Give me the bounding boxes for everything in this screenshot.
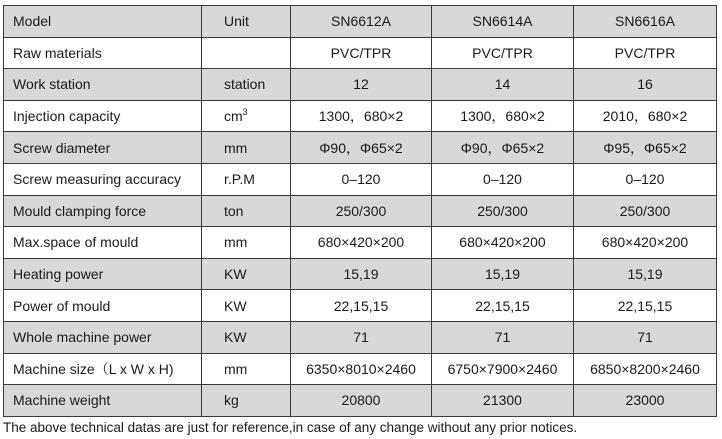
cell-model-2: Φ90，Φ65×2 xyxy=(432,132,574,164)
cell-model-3: 71 xyxy=(574,321,717,353)
row-label: Machine weight xyxy=(4,385,202,417)
row-unit xyxy=(202,290,291,322)
cell-model-1: 20800 xyxy=(291,385,432,417)
unit-text: station xyxy=(224,76,266,93)
row-label: Power of mould xyxy=(4,290,202,322)
unit-text: mm xyxy=(224,360,248,377)
row-unit xyxy=(202,69,291,101)
row-unit xyxy=(202,321,291,353)
cell-model-2: 1300，680×2 xyxy=(432,100,574,132)
cell-model-1: 680×420×200 xyxy=(291,227,432,259)
cell-model-1: 12 xyxy=(291,69,432,101)
cell-model-1: Φ90，Φ65×2 xyxy=(291,132,432,164)
unit-text: kg xyxy=(224,392,239,409)
cell-model-3: 2010，680×2 xyxy=(574,100,717,132)
cell-model-1: 250/300 xyxy=(291,195,432,227)
row-label: Mould clamping force xyxy=(4,195,202,227)
header-model-3: SN6616A xyxy=(574,6,717,38)
row-label: Machine size（L x W x H) xyxy=(4,353,202,385)
row-unit xyxy=(202,37,291,69)
table-row xyxy=(4,290,717,322)
header-model-2: SN6614A xyxy=(432,6,574,38)
cell-model-1: 6350×8010×2460 xyxy=(291,353,432,385)
table-row xyxy=(4,385,717,417)
cell-model-3: 250/300 xyxy=(574,195,717,227)
row-unit xyxy=(202,163,291,195)
unit-text: mm xyxy=(224,139,248,156)
table-row xyxy=(4,353,717,385)
spec-table xyxy=(3,5,717,417)
unit-text: KW xyxy=(224,297,247,314)
cell-model-2: 22,15,15 xyxy=(432,290,574,322)
table-row xyxy=(4,37,717,69)
row-unit xyxy=(202,132,291,164)
unit-text: r.P.M xyxy=(224,171,255,188)
table-row xyxy=(4,195,717,227)
table-header-row xyxy=(4,6,717,38)
cell-model-2: 14 xyxy=(432,69,574,101)
cell-model-2: 6750×7900×2460 xyxy=(432,353,574,385)
footnote: The above technical datas are just for reference,in case of any change without any prior notices. xyxy=(3,420,578,435)
row-unit xyxy=(202,385,291,417)
row-label: Heating power xyxy=(4,258,202,290)
row-label: Work station xyxy=(4,69,202,101)
cell-model-2: 71 xyxy=(432,321,574,353)
row-unit xyxy=(202,195,291,227)
header-model-label: Model xyxy=(4,6,202,38)
cell-model-3: 16 xyxy=(574,69,717,101)
table-row xyxy=(4,100,717,132)
row-unit xyxy=(202,353,291,385)
cell-model-2: 15,19 xyxy=(432,258,574,290)
header-unit-label: Unit xyxy=(202,6,291,38)
cell-model-1: 1300，680×2 xyxy=(291,100,432,132)
cell-model-1: 71 xyxy=(291,321,432,353)
row-label: Whole machine power xyxy=(4,321,202,353)
row-label: Injection capacity xyxy=(4,100,202,132)
unit-text: KW xyxy=(224,329,247,346)
cell-model-3: Φ95，Φ65×2 xyxy=(574,132,717,164)
cell-model-2: 21300 xyxy=(432,385,574,417)
cell-model-1: 0–120 xyxy=(291,163,432,195)
cell-model-2: 250/300 xyxy=(432,195,574,227)
cell-model-2: 0–120 xyxy=(432,163,574,195)
cell-model-1: PVC/TPR xyxy=(291,37,432,69)
header-model-1: SN6612A xyxy=(291,6,432,38)
cell-model-3: 23000 xyxy=(574,385,717,417)
table-row xyxy=(4,163,717,195)
row-unit xyxy=(202,100,291,132)
cell-model-1: 22,15,15 xyxy=(291,290,432,322)
row-unit xyxy=(202,258,291,290)
cell-model-1: 15,19 xyxy=(291,258,432,290)
row-label: Raw materials xyxy=(4,37,202,69)
row-label: Screw measuring accuracy xyxy=(4,163,202,195)
cell-model-3: 22,15,15 xyxy=(574,290,717,322)
unit-text: cm xyxy=(224,108,243,125)
table-row xyxy=(4,321,717,353)
table-row xyxy=(4,69,717,101)
row-label: Max.space of mould xyxy=(4,227,202,259)
cell-model-2: PVC/TPR xyxy=(432,37,574,69)
table-row xyxy=(4,258,717,290)
cell-model-3: 15,19 xyxy=(574,258,717,290)
spec-table-body xyxy=(4,6,717,417)
unit-text: KW xyxy=(224,266,247,283)
table-row xyxy=(4,132,717,164)
row-unit xyxy=(202,227,291,259)
cell-model-3: 0–120 xyxy=(574,163,717,195)
cell-model-2: 680×420×200 xyxy=(432,227,574,259)
unit-text: mm xyxy=(224,234,248,251)
cell-model-3: PVC/TPR xyxy=(574,37,717,69)
cell-model-3: 6850×8200×2460 xyxy=(574,353,717,385)
cell-model-3: 680×420×200 xyxy=(574,227,717,259)
row-label: Screw diameter xyxy=(4,132,202,164)
unit-text: ton xyxy=(224,202,244,219)
table-row xyxy=(4,227,717,259)
unit-superscript: 3 xyxy=(242,107,248,118)
